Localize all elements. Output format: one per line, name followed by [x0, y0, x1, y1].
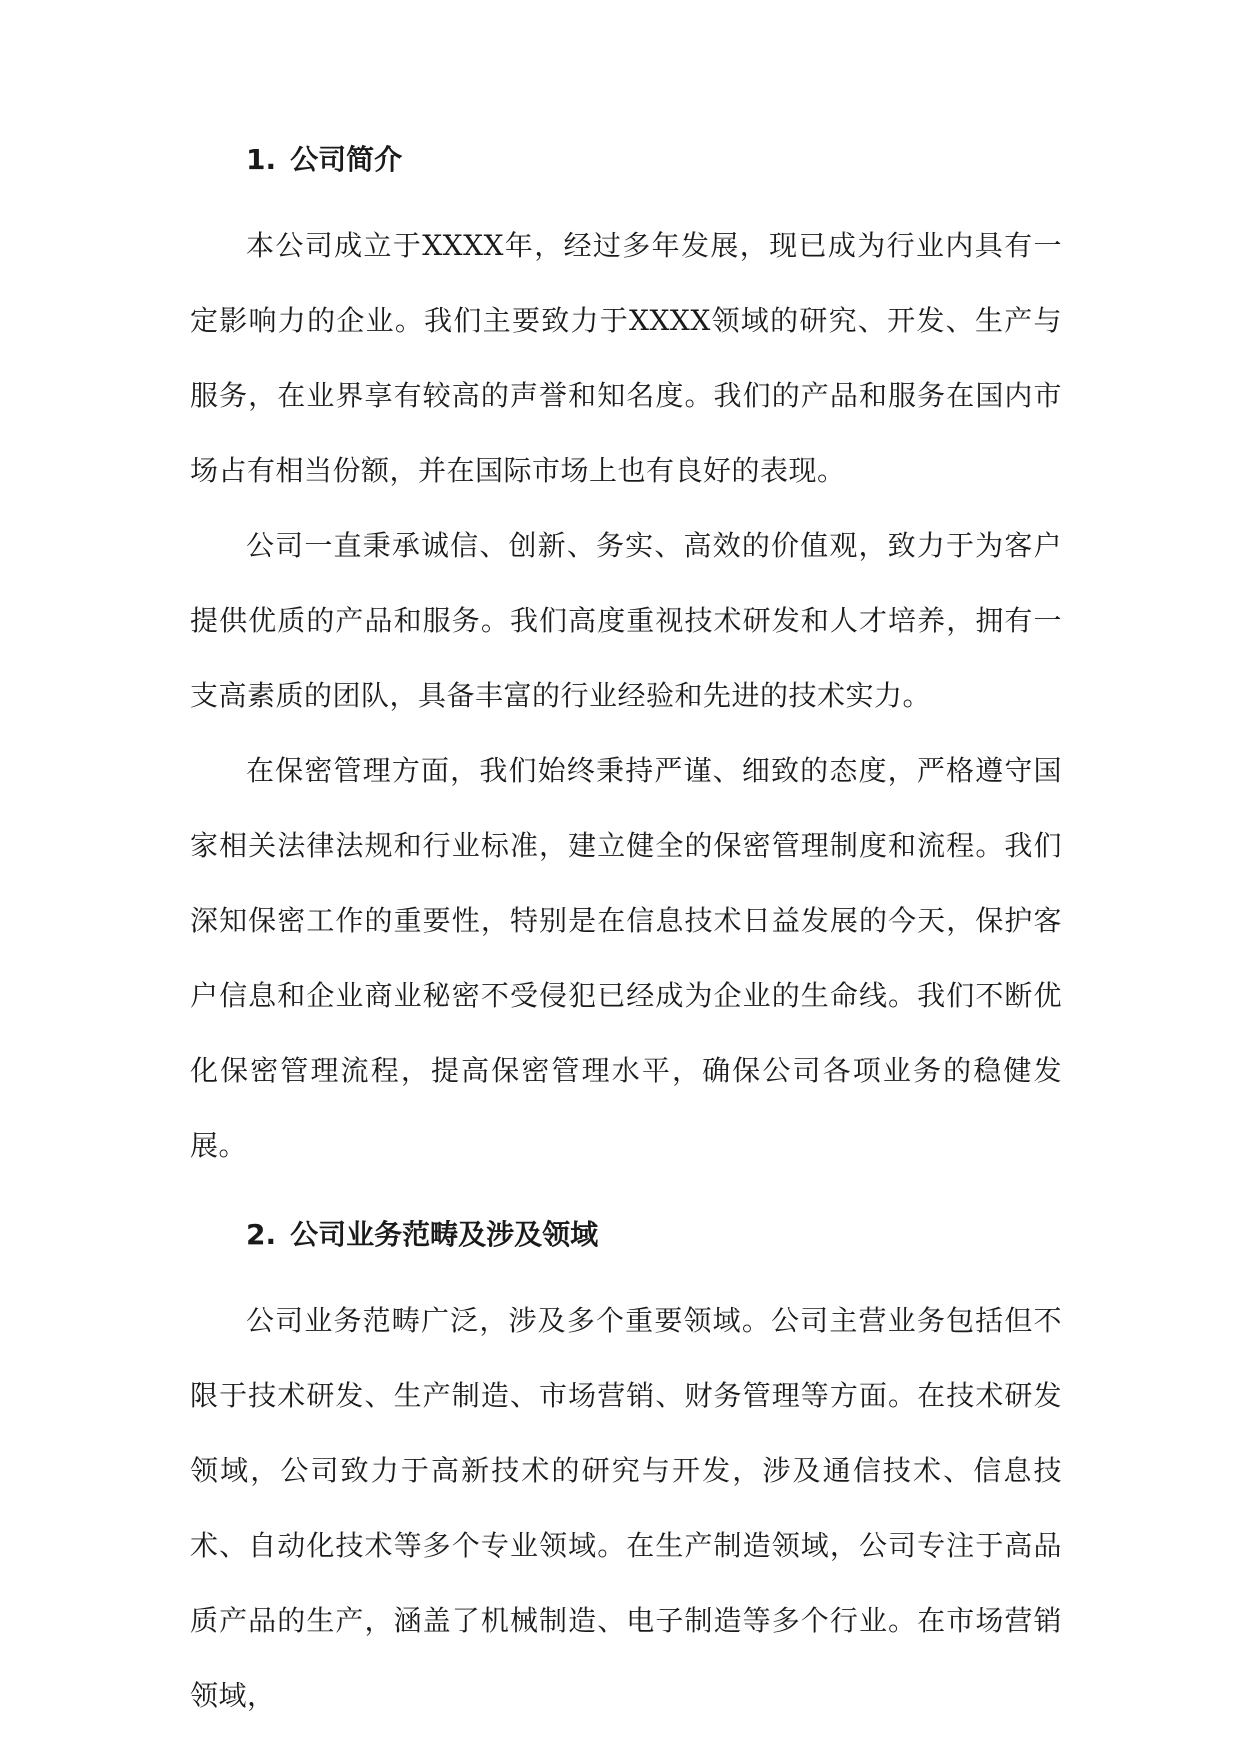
section-title: 公司业务范畴及涉及领域	[290, 1218, 599, 1251]
paragraph: 公司业务范畴广泛，涉及多个重要领域。公司主营业务包括但不限于技术研发、生产制造、市场营销、财务管理等方面。在技术研发领域，公司致力于高新技术的研究与开发，涉及通信技术、信息技术、自动化技术等多个专业领域。在生产制造领域，公司专注于高品质产品的生产，涵盖了机械制造、电子制造等多个行业。在市场营销领域，	[190, 1304, 1062, 1712]
section-title: 公司简介	[290, 143, 403, 176]
section-heading-2	[246, 1215, 1062, 1255]
section-heading-1	[246, 140, 1062, 180]
paragraph: 公司一直秉承诚信、创新、务实、高效的价值观，致力于为客户提供优质的产品和服务。我们高度重视技术研发和人才培养，拥有一支高素质的团队，具备丰富的行业经验和先进的技术实力。	[190, 529, 1062, 712]
paragraph: 本公司成立于XXXX年，经过多年发展，现已成为行业内具有一定影响力的企业。我们主要致力于XXXX领域的研究、开发、生产与服务，在业界享有较高的声誉和知名度。我们的产品和服务在国内市场占有相当份额，并在国际市场上也有良好的表现。	[190, 229, 1062, 487]
section-spacer	[190, 1183, 1062, 1215]
paragraph: 在保密管理方面，我们始终秉持严谨、细致的态度，严格遵守国家相关法律法规和行业标准，建立健全的保密管理制度和流程。我们深知保密工作的重要性，特别是在信息技术日益发展的今天，保护客户信息和企业商业秘密不受侵犯已经成为企业的生命线。我们不断优化保密管理流程，提高保密管理水平，确保公司各项业务的稳健发展。	[190, 754, 1062, 1162]
section-number: 2.	[246, 1218, 277, 1251]
document-body	[190, 140, 1062, 1733]
section-number: 1.	[246, 143, 277, 176]
